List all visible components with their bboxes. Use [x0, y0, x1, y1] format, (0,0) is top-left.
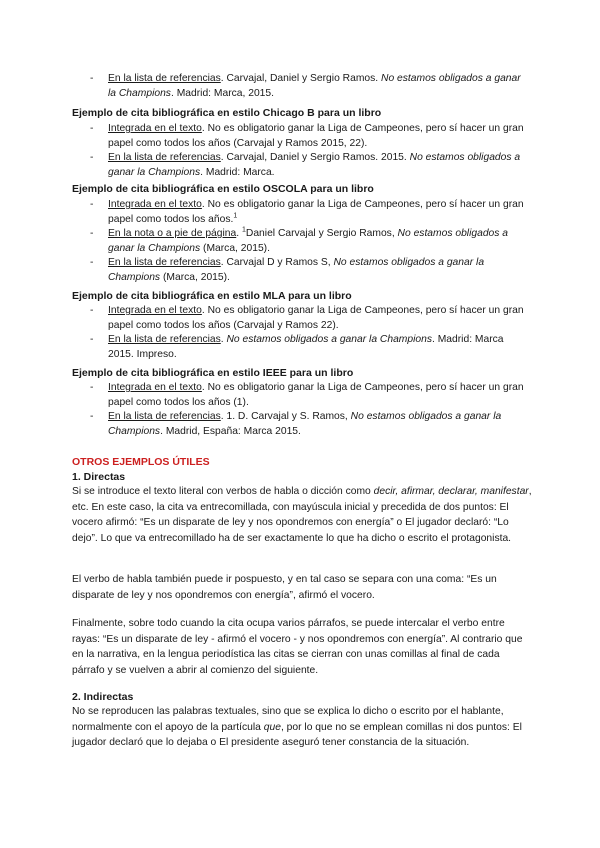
book-title: No estamos obligados a ganar la Champions [108, 411, 502, 437]
citation-tail: (Marca, 2015). [160, 271, 230, 283]
citation-label: En la lista de referencias [108, 334, 221, 345]
para-text: Si se introduce el texto literal con verbos de habla o dicción como [72, 486, 374, 497]
list-item [90, 198, 530, 228]
citation-text: . [220, 334, 227, 345]
bullet-dash: - [90, 152, 94, 163]
heading-directas: 1. Directas [72, 471, 126, 483]
bullet-dash: - [90, 228, 94, 239]
citation-text: . No es obligatorio ganar la Liga de Campeones, pero sí hacer un gran papel como todos los años (1). [108, 382, 524, 408]
heading-indirectas: 2. Indirectas [72, 691, 134, 703]
citation-tail: (Marca, 2015). [200, 242, 270, 254]
citation-label: Integrada en el texto [108, 199, 202, 210]
citation-label: En la lista de referencias [108, 152, 221, 163]
citation-label: Integrada en el texto [108, 382, 202, 393]
footnote-marker: 1 [241, 226, 246, 234]
citation-text: . Carvajal, Daniel y Sergio Ramos. [220, 73, 382, 84]
citation-text: Daniel Carvajal y Sergio Ramos, [245, 228, 398, 239]
bullet-dash: - [90, 123, 94, 134]
paragraph-directas-1 [72, 484, 532, 546]
paragraph-indirectas [72, 704, 532, 751]
book-title: No estamos obligados a ganar la Champions [108, 228, 509, 254]
para-text: , por lo que no se emplean comillas ni dos puntos: El jugador declaró que lo dejaba o El presidente aseguró tener constancia de la situación. [72, 721, 522, 748]
list-item [90, 256, 530, 286]
list-item [90, 381, 530, 411]
bullet-dash: - [90, 382, 94, 393]
citation-label: En la lista de referencias [108, 73, 221, 84]
citation-label: En la nota o a pie de página [108, 228, 237, 239]
footnote-marker: 1 [233, 212, 238, 220]
citation-label: En la lista de referencias [108, 411, 221, 422]
para-text: , etc. En este caso, la cita va entrecomillada, con mayúscula inicial y precedida de dos puntos: El vocero afirmó: “Es un disparate de ley y nos opondremos con energía” o El jugador declaró: “Lo dejo”. Lo que va entrecomillado ha de ser exactamente lo que ha dicho o escrito el protagonista. [72, 486, 532, 544]
citation-text: . Carvajal D y Ramos S, [220, 257, 334, 268]
paragraph-directas-2: El verbo de habla también puede ir pospuesto, y en tal caso se separa con una coma: “Es un disparate de ley y nos opondremos con energía”, afirmó el vocero. [72, 574, 497, 601]
list-item [90, 72, 530, 102]
book-title: No estamos obligados a ganar la Champions [108, 257, 485, 283]
bullet-dash: - [90, 305, 94, 316]
section-heading-mla: Ejemplo de cita bibliográfica en estilo MLA para un libro [72, 290, 352, 302]
list-item [90, 122, 530, 152]
citation-label: En la lista de referencias [108, 257, 221, 268]
citation-text: . No es obligatorio ganar la Liga de Campeones, pero sí hacer un gran papel como todos los años. [108, 199, 524, 225]
list-item [90, 333, 530, 363]
citation-label: Integrada en el texto [108, 305, 202, 316]
citation-tail: . Madrid: Marca. [200, 166, 275, 178]
list-item [90, 304, 530, 334]
citation-text: . 1. D. Carvajal y S. Ramos, [220, 411, 351, 422]
section-heading-oscola: Ejemplo de cita bibliográfica en estilo OSCOLA para un libro [72, 183, 374, 195]
book-title: No estamos obligados a ganar la Champions [108, 73, 521, 99]
section-heading-chicago: Ejemplo de cita bibliográfica en estilo Chicago B para un libro [72, 107, 382, 119]
bullet-dash: - [90, 257, 94, 268]
book-title: No estamos obligados a ganar la Champions [108, 152, 521, 178]
citation-tail: . Madrid, España: Marca 2015. [160, 425, 301, 437]
citation-text: . No es obligatorio ganar la Liga de Campeones, pero sí hacer un gran papel como todos los años (Carvajal y Ramos 2015, 22). [108, 123, 524, 149]
list-item [90, 410, 530, 440]
verbs-italic: decir, afirmar, declarar, manifestar [373, 486, 529, 497]
citation-tail: . Madrid: Marca, 2015. [170, 87, 274, 99]
citation-text: . [236, 228, 242, 239]
section-heading-ieee: Ejemplo de cita bibliográfica en estilo IEEE para un libro [72, 367, 354, 379]
book-title: No estamos obligados a ganar la Champions [226, 334, 432, 345]
paragraph-directas-3: Finalmente, sobre todo cuando la cita ocupa varios párrafos, se puede intercalar el verbo entre rayas: “Es un disparate de ley - afirmó el vocero - y nos opondremos con energía”. Al contrario que en la narrativa, en la lengua periodística las citas se cierran con unas comillas al final de cada párrafo y se vuelven a abrir al comienzo del siguiente. [72, 618, 523, 676]
list-item [90, 227, 530, 257]
bullet-dash: - [90, 334, 94, 345]
bullet-dash: - [90, 199, 94, 210]
list-item [90, 151, 530, 181]
citation-text: . Carvajal, Daniel y Sergio Ramos. 2015. [220, 152, 410, 163]
citation-tail: . Madrid: Marca 2015. Impreso. [108, 334, 504, 360]
citation-label: Integrada en el texto [108, 123, 202, 134]
bullet-dash: - [90, 73, 94, 84]
citation-text: . No es obligatorio ganar la Liga de Campeones, pero sí hacer un gran papel como todos los años (Carvajal y Ramos 22). [108, 305, 524, 331]
section-title-otros: OTROS EJEMPLOS ÚTILES [72, 456, 210, 468]
bullet-dash: - [90, 411, 94, 422]
para-text: No se reproducen las palabras textuales, sino que se explica lo dicho o escrito por el hablante, normalmente con el apoyo de la partícula [72, 706, 504, 733]
que-italic: que [263, 721, 281, 733]
